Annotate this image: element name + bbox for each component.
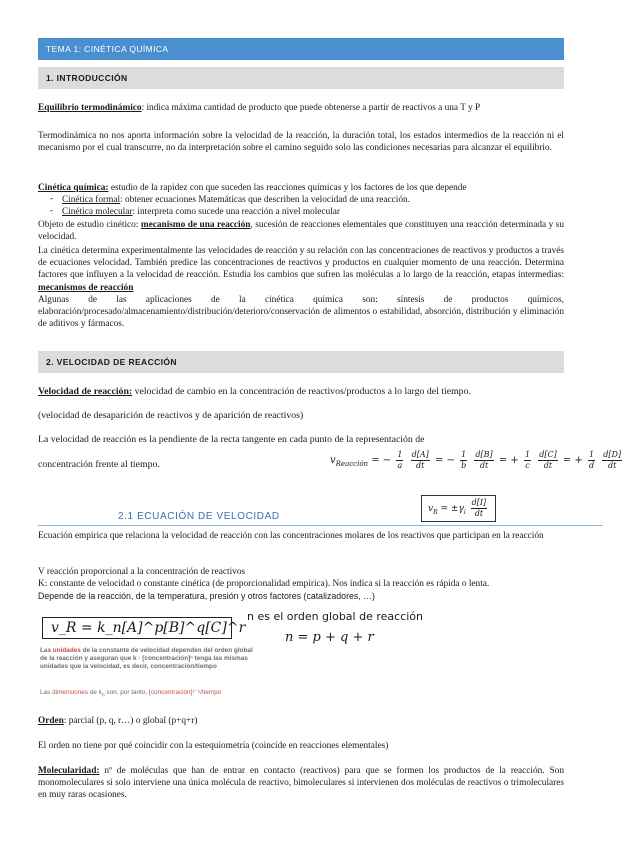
dimensiones-sub: n — [101, 692, 105, 699]
k-line: K: constante de velocidad o constante cinética (de proporcionalidad empírica). Nos indica si la reacción es rápida o lenta. — [38, 579, 490, 589]
eq-fraction: $\frac{d[B]}{dt}$ — [475, 450, 493, 470]
eq2-sub2: i — [463, 508, 466, 516]
cinetica-term: Cinética química: — [38, 183, 109, 193]
equilibrio-term: Equilibrio termodinámico — [38, 103, 142, 113]
eq-lhs: v — [330, 455, 336, 466]
eq-fraction: $\frac{1}{c}$ — [524, 450, 531, 470]
formal-text: : obtener ecuaciones Matemáticas que describen la velocidad de una reacción. — [120, 195, 410, 205]
section-header-intro — [38, 67, 564, 89]
general-rate-box — [421, 495, 496, 522]
chapter-header — [38, 38, 564, 60]
orden-global-label: n es el orden global de reacción — [247, 610, 423, 623]
velocidad-term: Velocidad de reacción: — [38, 386, 133, 397]
objeto-pre: Objeto de estudio cinético: — [38, 220, 141, 230]
eq2-sub: R — [433, 508, 438, 516]
orden-term: Orden — [38, 716, 64, 726]
rate-law: v_R = k_n[A]^p[B]^q[C]^r — [51, 620, 246, 636]
cinetica-det-pre: La cinética determina experimentalmente las velocidades de reacción y su relación con las concentraciones de reactivos y productos a través de ecuaciones velocidad. También predice las concentraciones de reactivos y productos en cualquier momento de una reacción. Determina factores que influyen a la velocidad de reacción. Estudia los cambios que sufren las moléculas a lo largo de la reacción, etapas intermedias: — [38, 246, 564, 281]
orden-text: : parcial (p, q, r…) o global (p+q+r) — [63, 716, 198, 726]
eq-fraction: $\frac{1}{b}$ — [461, 450, 467, 470]
section-title-velocidad: 2. VELOCIDAD DE REACCIÓN — [46, 357, 177, 367]
eq2-fraction: $\frac{d[I]}{dt}$ — [471, 498, 487, 518]
objeto-post: , sucesión de reacciones elementales que constituyen una reacción determinada y su velocidad. — [38, 220, 564, 243]
unidades-red: unidades — [52, 647, 81, 654]
section-title-intro: 1. INTRODUCCIÓN — [46, 73, 128, 83]
eq2-lhs: v — [428, 504, 434, 514]
subsection-title-ecuacion: 2.1 ECUACIÓN DE VELOCIDAD — [118, 511, 280, 522]
eq-lhs-sub: Reacción — [335, 460, 369, 468]
molecular-term: Cinética molecular — [62, 207, 133, 217]
dimensiones-post: son, por tanto, — [104, 689, 150, 696]
eq-sign: = − — [371, 455, 392, 466]
aplicaciones-paragraph: Algunas de las aplicaciones de la cinética química son: síntesis de productos químicos, elaboración/procesado/almacenamiento/distribución/deterioro/conservación de alimentos o estabilidad, absorción, distribución y eliminación de aditivos y fármacos. — [38, 295, 564, 330]
eq-fraction: $\frac{d[C]}{dt}$ — [539, 450, 557, 470]
molecular-text: : interpreta como sucede una reacción a nivel molecular — [132, 207, 341, 217]
rate-law-box — [42, 617, 246, 639]
equilibrio-paragraph — [38, 102, 564, 114]
eq-sign: = + — [562, 455, 583, 466]
unidades-pre: Las — [40, 647, 53, 654]
cinetica-text: estudio de la rapidez con que suceden las reacciones químicas y los factores de los que depende — [108, 183, 467, 193]
estequiometria-line: El orden no tiene por qué coincidir con la estequiometría (coincide en reacciones elementales) — [38, 741, 389, 751]
molecularidad-term: Molecularidad: — [38, 766, 100, 776]
unidades-post: de la constante de velocidad dependen del orden global de la reacción y aseguran que k · [concentración]ⁿ tenga las mismas unidades que la velocidad, es decir, concentración/tiempo — [40, 647, 253, 671]
list-dash: - — [50, 194, 54, 204]
termodinamica-paragraph: Termodinámica no nos aporta información sobre la velocidad de la reacción, la duración total, los estados intermedios de la reacción ni el mecanismo por el cual transcurre, no da interpretación sobre el camino seguido solo las condiciones necesarias para alcanzar el equilibrio. — [38, 131, 564, 154]
depende-line: Depende de la reacción, de la temperatura, presión y otros factores (catalizadores, …) — [38, 591, 375, 601]
eq-sign: = − — [434, 455, 455, 466]
eq-fraction: $\frac{d[A]}{dt}$ — [411, 450, 429, 470]
orden-global-eq: n = p + q + r — [285, 630, 374, 645]
pendiente-line2: concentración frente al tiempo. — [38, 459, 160, 470]
velocidad-def-paragraph — [38, 386, 564, 398]
velocidad-paren: (velocidad de desaparición de reactivos y de aparición de reactivos) — [38, 410, 304, 421]
list-item-formal — [62, 194, 410, 206]
pendiente-line1: La velocidad de reacción es la pendiente de la recta tangente en cada punto de la representación de — [38, 434, 425, 445]
unidades-note — [40, 647, 255, 672]
cinetica-paragraph — [38, 182, 564, 194]
eq-fraction: $\frac{1}{d}$ — [589, 450, 595, 470]
velocidad-def-text: velocidad de cambio en la concentración de reactivos/productos a lo largo del tiempo. — [132, 386, 471, 397]
dimensiones-pre: Las — [40, 689, 53, 696]
molecularidad-text: nº de moléculas que han de entrar en contacto (reactivos) para que se formen los productos de la reacción. Son monomoleculares si solo interviene una única molécula de reactivo, bimoleculares si intervienen dos moléculas de reactivos o trimoleculares en muy raras ocasiones. — [38, 766, 564, 801]
objeto-paragraph — [38, 219, 564, 243]
dimensiones-red: dimensiones — [52, 689, 88, 696]
list-dash: - — [50, 206, 54, 216]
rate-equation — [330, 450, 624, 471]
list-item-molecular — [62, 206, 340, 218]
dimensiones-note — [40, 688, 221, 698]
dimensiones-value: [concentración]¹⁻ⁿ/tiempo — [149, 689, 222, 696]
cinetica-determina-paragraph — [38, 245, 564, 294]
equilibrio-text: : indica máxima cantidad de producto que puede obtenerse a partir de reactivos a una T y P — [141, 103, 481, 113]
subsection-rule — [38, 525, 603, 526]
molecularidad-paragraph — [38, 765, 564, 802]
objeto-term: mecanismo de una reacción — [140, 220, 251, 230]
eq-sign: = + — [498, 455, 519, 466]
eq-fraction: $\frac{1}{a}$ — [397, 450, 403, 470]
section-header-velocidad — [38, 351, 564, 373]
proporcional-line: V reacción proporcional a la concentración de reactivos — [38, 567, 246, 577]
orden-paragraph — [38, 715, 564, 727]
empirica-paragraph: Ecuación empírica que relaciona la velocidad de reacción con las concentraciones molares de los reactivos que participan en la reacción — [38, 531, 544, 541]
cinetica-det-term: mecanismos de reacción — [38, 282, 134, 293]
chapter-title: TEMA 1: CINÉTICA QUÍMICA — [46, 44, 169, 54]
formal-term: Cinética formal — [62, 195, 121, 205]
eq2-mid: = ±γ — [440, 504, 464, 514]
eq-fraction: $\frac{d[D]}{dt}$ — [603, 450, 622, 470]
dimensiones-mid: de k — [87, 689, 102, 696]
